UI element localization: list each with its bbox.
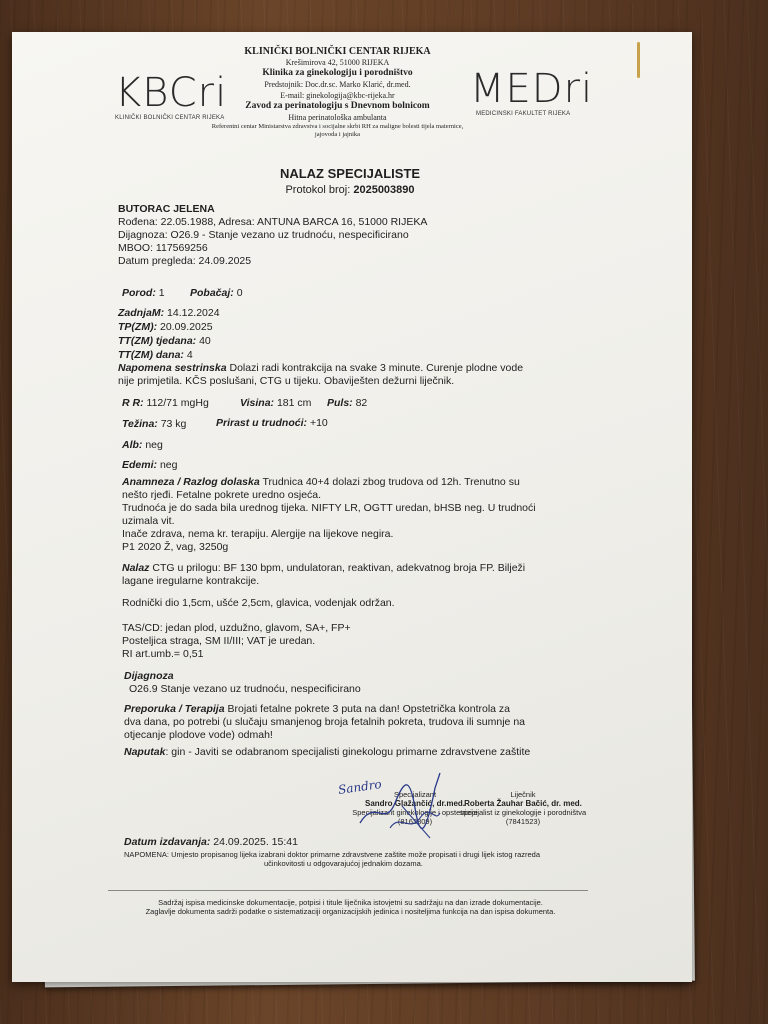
lijecnik-title: specijalist iz ginekologije i porodništva — [459, 808, 587, 817]
nalaz-section — [122, 562, 572, 588]
specijalizant-role: Specijalizant — [393, 790, 437, 799]
datum-izdavanja-row — [124, 836, 298, 849]
tezina-value: 73 kg — [160, 418, 187, 430]
protocol-label: Protokol broj: — [285, 184, 351, 196]
dijagnoza-label: Dijagnoza — [124, 670, 174, 682]
tas-line: TAS/CD: jedan plod, uzdužno, glavom, SA+, FP+ — [122, 622, 351, 634]
puls-value: 82 — [355, 397, 368, 409]
anamneza-line: Inače zdrava, nema kr. terapiju. Alergije na lijekove negira. — [122, 528, 394, 540]
anamneza-line: uzimala vit. — [122, 515, 175, 527]
nursing-note-text: nije primjetila. KČS poslušani, CTG u tijeku. Obaviješten dežurni liječnik. — [118, 375, 455, 387]
header-line: KLINIČKI BOLNIČKI CENTAR RIJEKA — [244, 46, 431, 57]
header-line: Hitna perinatološka ambulanta — [288, 113, 387, 122]
alb-label: Alb: — [122, 439, 143, 451]
preporuka-line: Brojati fetalne pokrete 3 puta na dan! Opstetrička kontrola za — [227, 703, 511, 715]
footer-divider — [108, 890, 588, 891]
staple — [637, 42, 640, 78]
pobacaj-value: 0 — [236, 287, 243, 299]
napomena-line: učinkovitosti u odgovarajućoj jednakim dozama. — [264, 859, 423, 868]
datum-izdavanja-label: Datum izdavanja: — [124, 836, 211, 848]
nalaz-line: CTG u prilogu: BF 130 bpm, undulatoran, reaktivan, adekvatnog broja FP. Bilježi — [152, 562, 526, 574]
nursing-note — [118, 362, 578, 388]
specijalizant-code: (8163809) — [397, 817, 433, 826]
porod-label: Porod: — [122, 287, 156, 299]
anamneza-line: Trudnoća je do sada bila urednog tijeka. NIFTY LR, OGTT uredan, bHSB neg. U trudnoći — [122, 502, 536, 514]
puls-row — [327, 397, 367, 410]
header-line: E-mail: ginekologija@kbc-rijeka.hr — [280, 91, 395, 100]
anamneza-line: Trudnica 40+4 dolazi zbog trudova od 12h. Trenutno su — [262, 476, 520, 488]
patient-block — [118, 203, 427, 268]
alb-value: neg — [145, 439, 163, 451]
lijecnik-role: Liječnik — [510, 790, 536, 799]
tezina-row — [122, 418, 186, 431]
prirast-row — [216, 417, 328, 430]
nursing-note-label: Napomena sestrinska — [118, 362, 227, 374]
tp-value: 20.09.2025 — [160, 321, 213, 333]
medri-logo: MEDri — [470, 66, 594, 112]
nalaz-line: lagane iregularne kontrakcije. — [122, 575, 260, 587]
header-line: Referentni centar Ministarstva zdravstva i socijalne skrbi RH za maligne bolesti tijela maternice, jajovoda i jajnika — [211, 123, 464, 138]
pobacaj-label: Pobačaj: — [190, 287, 234, 299]
naputak-label: Naputak — [124, 746, 166, 758]
tt-days-label: TT(ZM) dana: — [118, 349, 184, 361]
preporuka-line: dva dana, po potrebi (u slučaju smanjenog broja fetalnih pokreta, trudova ili sumnje na — [124, 716, 525, 728]
tt-days-row — [118, 349, 193, 362]
naputak-row — [124, 746, 584, 759]
naputak-text: : gin - Javiti se odabranom specijalisti ginekologu primarne zdravstvene zaštite — [165, 746, 531, 758]
kbcri-logo-sub: KLINIČKI BOLNIČKI CENTAR RIJEKA — [115, 115, 225, 121]
tas-line: RI art.umb.= 0,51 — [122, 648, 204, 660]
zadnjam-label: ZadnjaM: — [118, 307, 165, 319]
document-title: NALAZ SPECIJALISTE — [279, 166, 421, 181]
disclaimer-line: Zaglavlje dokumenta sadrži podatke o sistematizaciji organizacijskih jedinica i nositeljima funkcija na dan ispisa dokumenta. — [145, 907, 556, 916]
header-line: Predstojnik: Doc.dr.sc. Marko Klarić, dr.med. — [264, 80, 411, 89]
protocol-line — [230, 184, 470, 196]
rr-row — [122, 397, 209, 410]
rr-value: 112/71 mgHg — [146, 397, 209, 409]
preporuka-line: otjecanje plodove vode) odmah! — [124, 729, 273, 741]
edemi-value: neg — [159, 459, 178, 471]
patient-mboo: MBOO: 117569256 — [118, 242, 208, 254]
patient-name: BUTORAC JELENA — [118, 203, 215, 215]
header-line: Klinika za ginekologiju i porodništvo — [262, 68, 413, 78]
preporuka-label: Preporuka / Terapija — [124, 703, 225, 715]
tas-block — [122, 622, 351, 661]
zadnjam-row — [118, 307, 220, 320]
header-line: Krešimirova 42, 51000 RIJEKA — [285, 58, 390, 67]
header-line: Zavod za perinatologiju s Dnevnom bolnicom — [245, 101, 430, 111]
nalaz-label: Nalaz — [122, 562, 150, 574]
rodnicki-line: Rodnički dio 1,5cm, ušće 2,5cm, glavica, vodenjak održan. — [122, 597, 395, 609]
anamneza-section — [122, 476, 572, 554]
visina-label: Visina: — [240, 397, 275, 409]
specijalizant-title: Specijalizant ginekologije i opstetricije — [352, 808, 478, 817]
tt-weeks-value: 40 — [199, 335, 211, 347]
disclaimer-line: Sadržaj ispisa medicinske dokumentacije, potpisi i titule liječnika istovjetni su sadržaju na dan izrade dokumentacije. — [158, 898, 543, 907]
patient-diagnosis: Dijagnoza: O26.9 - Stanje vezano uz trudnoću, nespecificirano — [118, 229, 409, 241]
napomena-line: NAPOMENA: Umjesto propisanog lijeka izabrani doktor primarne zdravstvene zaštite može propisati i drugi lijek istog razreda — [124, 850, 541, 859]
porod-row — [122, 287, 165, 300]
lijecnik-block — [448, 790, 598, 826]
prirast-value: +10 — [309, 417, 328, 429]
dijagnoza-section — [124, 670, 361, 696]
tp-label: TP(ZM): — [118, 321, 158, 333]
zadnjam-value: 14.12.2024 — [167, 307, 220, 319]
tt-days-value: 4 — [186, 349, 193, 361]
medri-logo-sub: MEDICINSKI FAKULTET RIJEKA — [476, 111, 571, 117]
rr-label: R R: — [122, 397, 144, 409]
preporuka-section — [124, 703, 574, 742]
anamneza-line: nešto rjeđi. Fetalne pokrete uredno osjeća. — [122, 489, 322, 501]
tezina-label: Težina: — [122, 418, 158, 430]
anamneza-line: P1 2020 Ž, vag, 3250g — [122, 541, 229, 553]
edemi-label: Edemi: — [122, 459, 158, 471]
datum-izdavanja-value: 24.09.2025. 15:41 — [213, 836, 298, 848]
disclaimer — [108, 898, 593, 916]
porod-value: 1 — [158, 287, 165, 299]
anamneza-label: Anamneza / Razlog dolaska — [122, 476, 260, 488]
kbcri-logo: KBCri — [115, 70, 228, 116]
handwritten-signature-text: Sandro — [337, 777, 383, 797]
tt-weeks-label: TT(ZM) tjedana: — [118, 335, 197, 347]
puls-label: Puls: — [327, 397, 353, 409]
tt-weeks-row — [118, 335, 211, 348]
handwritten-signature — [340, 768, 460, 848]
prirast-label: Prirast u trudnoći: — [216, 417, 308, 429]
specijalizant-name: Sandro Glažančić, dr.med. — [364, 799, 466, 808]
visina-row — [240, 397, 311, 410]
tas-line: Posteljica straga, SM II/III; VAT je uredan. — [122, 635, 316, 647]
protocol-number: 2025003890 — [353, 184, 415, 196]
exam-date: Datum pregleda: 24.09.2025 — [118, 255, 252, 267]
institution-header — [205, 46, 470, 139]
lijecnik-code: (7841523) — [505, 817, 541, 826]
napomena-footer — [124, 850, 594, 868]
patient-birth-address: Rođena: 22.05.1988, Adresa: ANTUNA BARCA 16, 51000 RIJEKA — [118, 216, 428, 228]
edemi-row — [122, 459, 177, 472]
pobacaj-row — [190, 287, 243, 300]
lijecnik-name: Roberta Žauhar Bačić, dr. med. — [464, 799, 582, 808]
tp-row — [118, 321, 213, 334]
nursing-note-text: Dolazi radi kontrakcija na svake 3 minute. Curenje plodne vode — [229, 362, 524, 374]
dijagnoza-text: O26.9 Stanje vezano uz trudnoću, nespecificirano — [129, 683, 361, 695]
alb-row — [122, 439, 163, 452]
visina-value: 181 cm — [276, 397, 312, 409]
